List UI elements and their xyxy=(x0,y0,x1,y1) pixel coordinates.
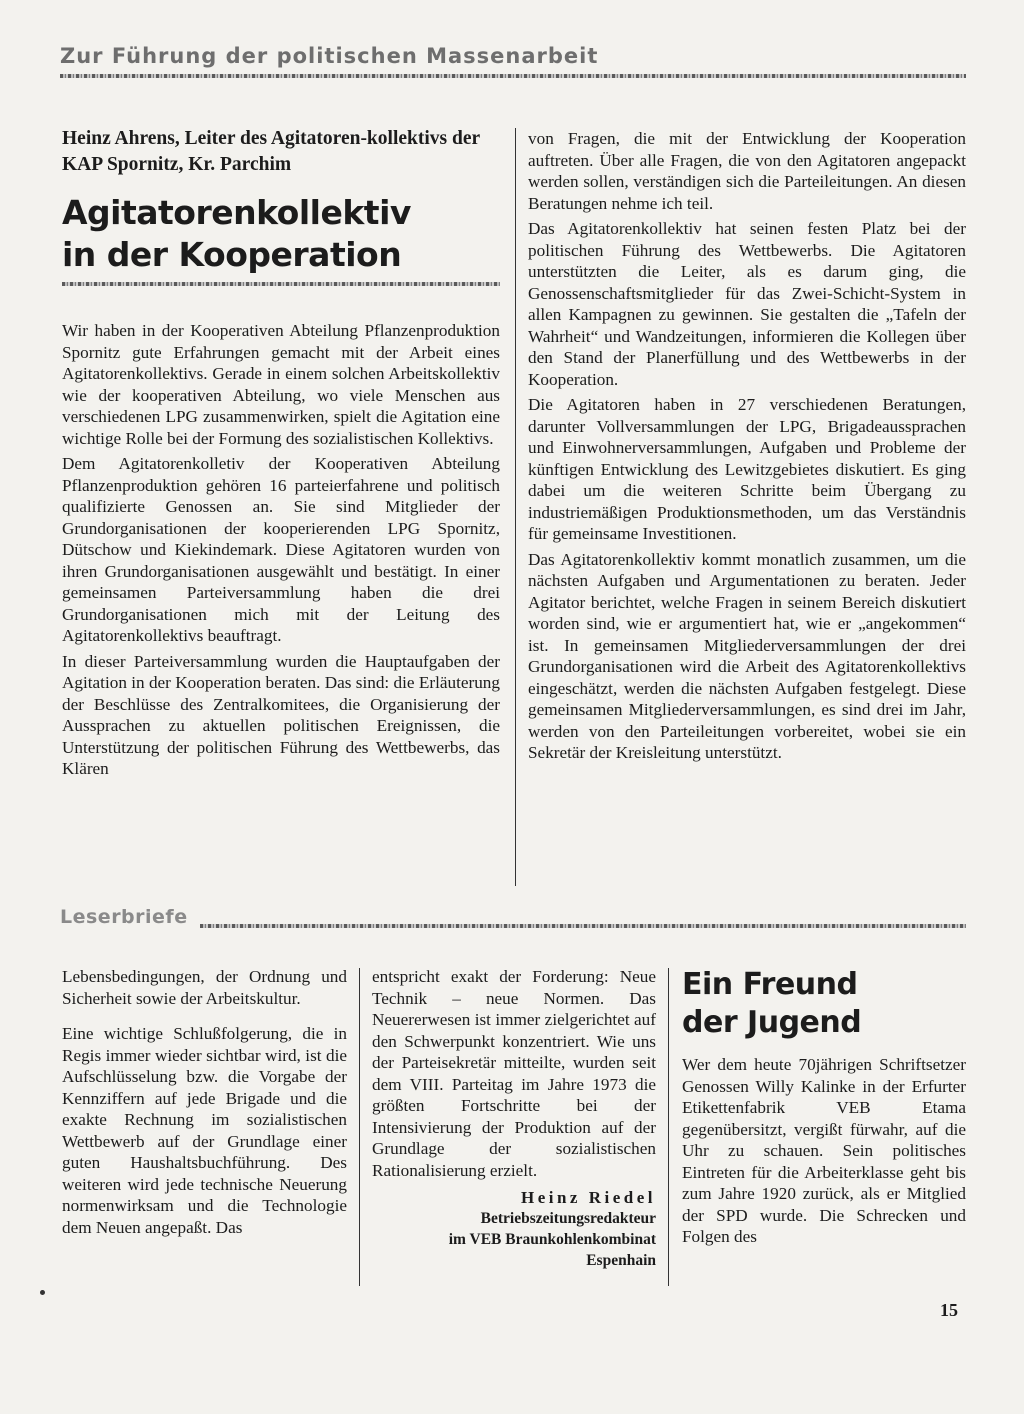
signature-name: Heinz Riedel xyxy=(520,1188,656,1207)
article1-headline-rule xyxy=(62,282,500,286)
article2-paragraph: Wer dem heute 70jährigen Schriftsetzer Genossen Willy Kalinke in der Erfurter Etikettenfabrik VEB Etama gegenübersitzt, vergißt fürwahr, auf die Uhr zu schauen. Sein politisches Eintreten für die Arbeiterklasse geht bis zum Jahre 1920 zurück, als er Mitglied der SPD wurde. Die Schrecken und Folgen des xyxy=(682,1055,966,1246)
column-divider xyxy=(668,968,669,1286)
article1-col1-paragraph: In dieser Parteiversammlung wurden die Hauptaufgaben der Agitation in der Kooperation beraten. Das sind: die Erläuterung der Beschlüsse des Zentralkomitees, die Organisierung der Aussprachen zu aktuellen politischen Ereignissen, die Unterstützung der politischen Führung des Wettbewerbs, das Klären xyxy=(62,651,500,778)
signature-title: Betriebszeitungsredakteur xyxy=(480,1210,656,1227)
leserbriefe-col2-paragraph: entspricht exakt der Forderung: Neue Technik – neue Normen. Das Neuererwesen ist immer zielgerichtet auf den Schwerpunkt konzentriert. Wie uns der Parteisekretär mitteilte, wurden seit dem VIII. Parteitag im Jahre 1973 die größten Fortschritte bei der Intensivierung der Produktion auf der Grundlage der sozialistischen Rationalisierung erzielt. xyxy=(372,967,656,1180)
article1-column-2 xyxy=(528,128,966,764)
article1-headline-line1: Agitatorenkollektiv xyxy=(62,193,411,232)
article2-headline-line2: der Jugend xyxy=(682,1005,862,1040)
article2-column xyxy=(682,966,966,1248)
article1-col2-paragraph: Das Agitatorenkollektiv kommt monatlich zusammen, um die nächsten Aufgaben und Argumentationen zu beraten. Jeder Agitator berichtet, welche Fragen in seinem Bereich diskutiert worden sind, wie er argumentiert hat, wie er „angekommen“ ist. In gemeinsamen Mitgliederversammlungen der drei Grundorganisationen wird die Arbeit des Agitatorenkollektivs eingeschätzt, werden die nächsten Aufgaben festgelegt. Diese gemeinsamen Mitgliederversammlungen, es sind drei im Jahr, werden von den Parteileitungen vorbereitet, wobei sie ein Sekretär der Kreisleitung unterstützt. xyxy=(528,549,966,762)
article2-headline-line1: Ein Freund xyxy=(682,967,858,1002)
page-number: 15 xyxy=(940,1300,958,1320)
section-header-rule xyxy=(60,74,966,78)
signature-location: Espenhain xyxy=(586,1252,656,1269)
column-divider xyxy=(359,968,360,1286)
letter-signature xyxy=(372,1187,656,1271)
leserbriefe-col1-paragraph: Eine wichtige Schlußfolgerung, die in Regis immer wieder sichtbar wird, ist die Aufschlüsselung bzw. die Vorgabe der Kennziffern auf jede Brigade und die exakte Rechnung im sozialistischen Wettbewerb auf der Grundlage einer guten Haushaltsbuchführung. Des weiteren wird jede technische Neuerung normenwirksam und die Technologie dem Neuen angepaßt. Das xyxy=(62,1024,347,1237)
article1-col1-paragraph: Dem Agitatorenkolletiv der Kooperativen Abteilung Pflanzenproduktion gehören 16 parteierfahrene und politisch qualifizierte Genossen an. Sie sind Mitglieder der Grundorganisationen der kooperierenden LPG Spornitz, Dütschow und Kiekindemark. Diese Agitatoren wurden von ihren Grundorganisationen ausgewählt und bestätigt. In einer gemeinsamen Parteiversammlung haben die drei Grundorganisationen mich mit der Leitung des Agitatorenkollektivs beauftragt. xyxy=(62,454,500,645)
article1-col2-paragraph: Das Agitatorenkollektiv hat seinen festen Platz bei der politischen Führung des Wettbewerbs. Die Agitatoren unterstützten die Leiter, als es darum ging, die Genossenschaftsmitglieder für das Zwei-Schicht-System in allen Kampagnen zu gewinnen. Sie gestalten die „Tafeln der Wahrheit“ und Wandzeitungen, informieren die Kollegen über den Stand der Planerfüllung und des Wettbewerbs in der Kooperation. xyxy=(528,219,966,389)
article1-byline: Heinz Ahrens, Leiter des Agitatoren-kollektivs der KAP Spornitz, Kr. Parchim xyxy=(62,128,480,175)
article1-col2-paragraph: von Fragen, die mit der Entwicklung der Kooperation auftreten. Über alle Fragen, die von den Agitatoren angepackt werden sollen, verständigen sich die Parteileitungen. An diesen Beratungen nehme ich teil. xyxy=(528,129,966,213)
section-title: Zur Führung der politischen Massenarbeit xyxy=(60,44,599,68)
decorative-dot xyxy=(40,1290,45,1295)
leserbriefe-label: Leserbriefe xyxy=(60,906,188,928)
article1-col2-paragraph: Die Agitatoren haben in 27 verschiedenen Beratungen, darunter Vollversammlungen der LPG, Brigadeaussprachen und Einwohnerversammlungen, Aufgaben und Probleme der künftigen Entwicklung des Lewitzgebietes diskutiert. Es ging dabei um die weiteren Schritte beim Übergang zu industriemäßigen Produktionsmethoden, um das Verständnis für gemeinsame Investitionen. xyxy=(528,395,966,543)
article1-col1-paragraph: Wir haben in der Kooperativen Abteilung Pflanzenproduktion Spornitz gute Erfahrungen gemacht mit der Arbeit eines Agitatorenkollektivs. Gerade in einem solchen Arbeitskollektiv wie der kooperativen Abteilung, wo viele Menschen aus verschiedenen LPG zusammenwirken, spielt die Agitation eine wichtige Rolle bei der Formung des sozialistischen Kollektivs. xyxy=(62,321,500,448)
leserbriefe-rule xyxy=(200,924,966,928)
leserbriefe-column-1 xyxy=(62,966,347,1238)
leserbriefe-col1-paragraph: Lebensbedingungen, der Ordnung und Sicherheit sowie der Arbeitskultur. xyxy=(62,967,347,1008)
article1-column-1 xyxy=(62,126,500,780)
column-divider xyxy=(515,128,516,886)
signature-organization: im VEB Braunkohlenkombinat xyxy=(448,1231,656,1248)
article1-headline-line2: in der Kooperation xyxy=(62,235,402,274)
leserbriefe-column-2 xyxy=(372,966,656,1271)
